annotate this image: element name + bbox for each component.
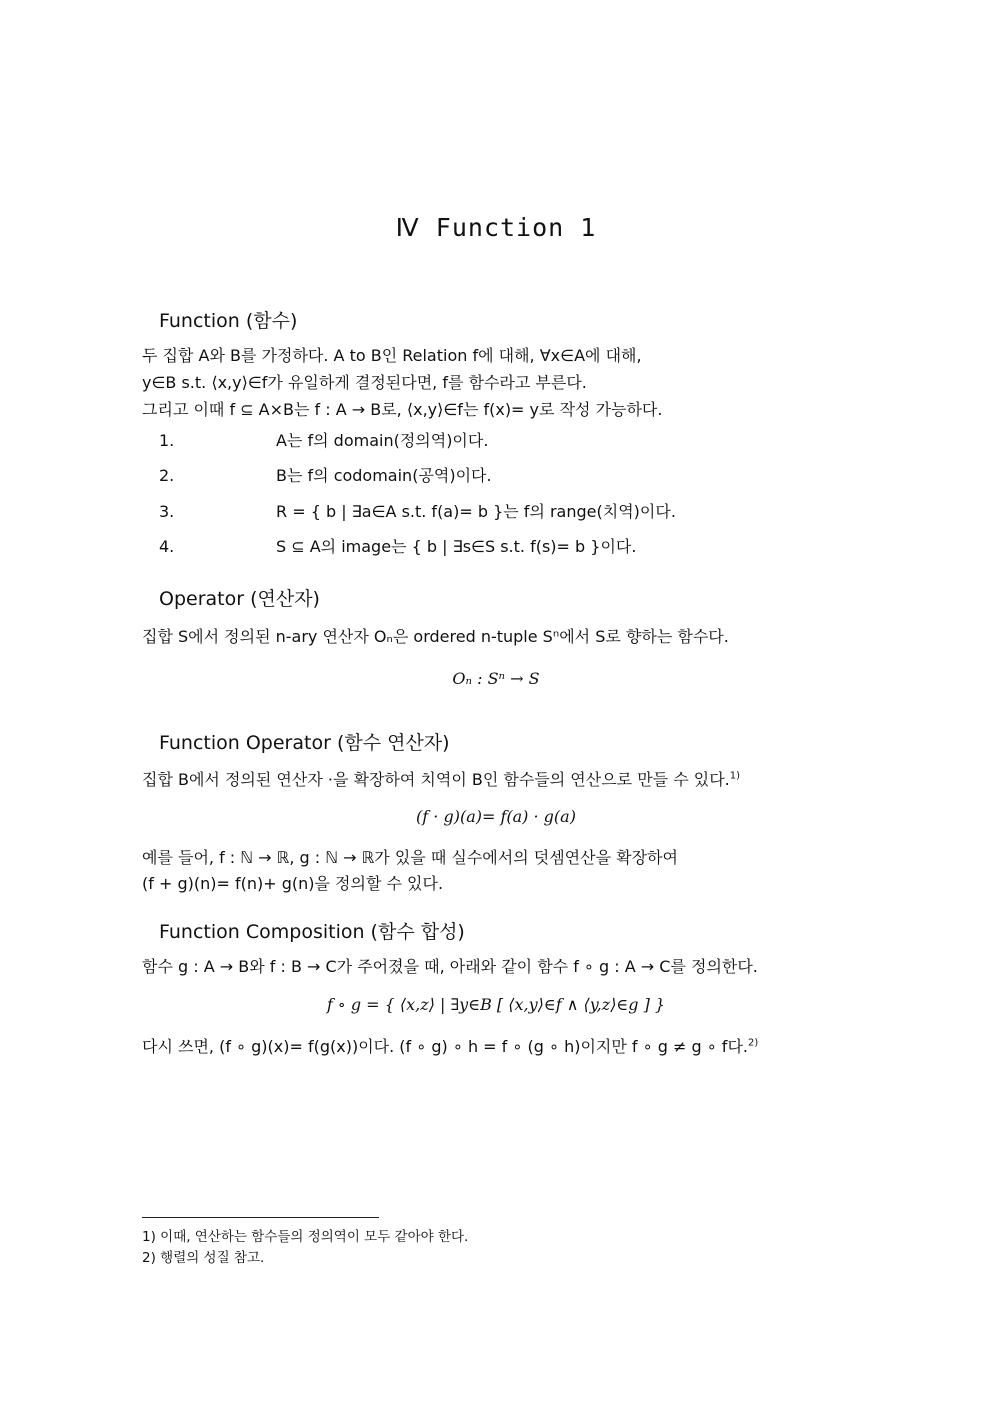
footnote-ref: 2) [747,1037,759,1049]
section-heading-operator: Operator (연산자) [159,588,320,610]
list-number: 4. [159,537,175,556]
page-title: Ⅳ Function 1 [395,213,597,242]
paragraph-line: 함수 g : A → B와 f : B → C가 주어졌을 때, 아래와 같이 함수 f ∘ g : A → C를 정의한다. [142,957,758,976]
list-item: R = { b | ∃a∈A s.t. f(a)= b }는 f의 range(치역)이다. [276,502,676,521]
footnote: 2) 행렬의 성질 참고. [142,1250,265,1266]
footnote: 1) 이때, 연산하는 함수들의 정의역이 모두 같아야 한다. [142,1229,469,1245]
paragraph-line-with-ref [142,1037,758,1057]
paragraph-text: 다시 쓰면, (f ∘ g)(x)= f(g(x))이다. (f ∘ g) ∘ h = f ∘ (g ∘ h)이지만 f ∘ g ≠ g ∘ f다. [142,1037,748,1056]
paragraph-line: y∈B s.t. ⟨x,y⟩∈f가 유일하게 결정된다면, f를 함수라고 부른다. [142,373,587,392]
paragraph-line: 예를 들어, f : ℕ → ℝ, g : ℕ → ℝ가 있을 때 실수에서의 덧셈연산을 확장하여 [142,848,678,867]
formula-operator: Oₙ : Sⁿ → S [452,669,540,688]
paragraph-line: 그리고 이때 f ⊆ A×B는 f : A → B로, ⟨x,y⟩∈f는 f(x)= y로 작성 가능하다. [142,400,663,419]
paragraph-line-with-ref [142,770,740,790]
list-number: 1. [159,431,175,450]
list-number: 2. [159,466,175,485]
section-heading-function-composition: Function Composition (함수 합성) [159,921,465,943]
formula-function-operator: (f · g)(a)= f(a) · g(a) [416,807,576,826]
paragraph-text: 집합 B에서 정의된 연산자 ·을 확장하여 치역이 B인 함수들의 연산으로 만들 수 있다. [142,770,730,789]
footnote-ref: 1) [729,770,741,782]
section-heading-function-operator: Function Operator (함수 연산자) [159,732,450,754]
paragraph-line: (f + g)(n)= f(n)+ g(n)을 정의할 수 있다. [142,874,444,893]
list-item: B는 f의 codomain(공역)이다. [276,466,492,485]
list-item: S ⊆ A의 image는 { b | ∃s∈S s.t. f(s)= b }이다. [276,537,637,556]
list-item: A는 f의 domain(정의역)이다. [276,431,489,450]
list-number: 3. [159,502,175,521]
formula-composition: f ∘ g = { ⟨x,z⟩ | ∃y∈B [ ⟨x,y⟩∈f ∧ ⟨y,z⟩∈g ] } [326,995,666,1014]
section-heading-function: Function (함수) [159,310,298,332]
footnote-divider [142,1217,379,1218]
paragraph-line: 집합 S에서 정의된 n-ary 연산자 Oₙ은 ordered n-tuple Sⁿ에서 S로 향하는 함수다. [142,627,729,646]
paragraph-line: 두 집합 A와 B를 가정하다. A to B인 Relation f에 대해, ∀x∈A에 대해, [142,346,642,365]
